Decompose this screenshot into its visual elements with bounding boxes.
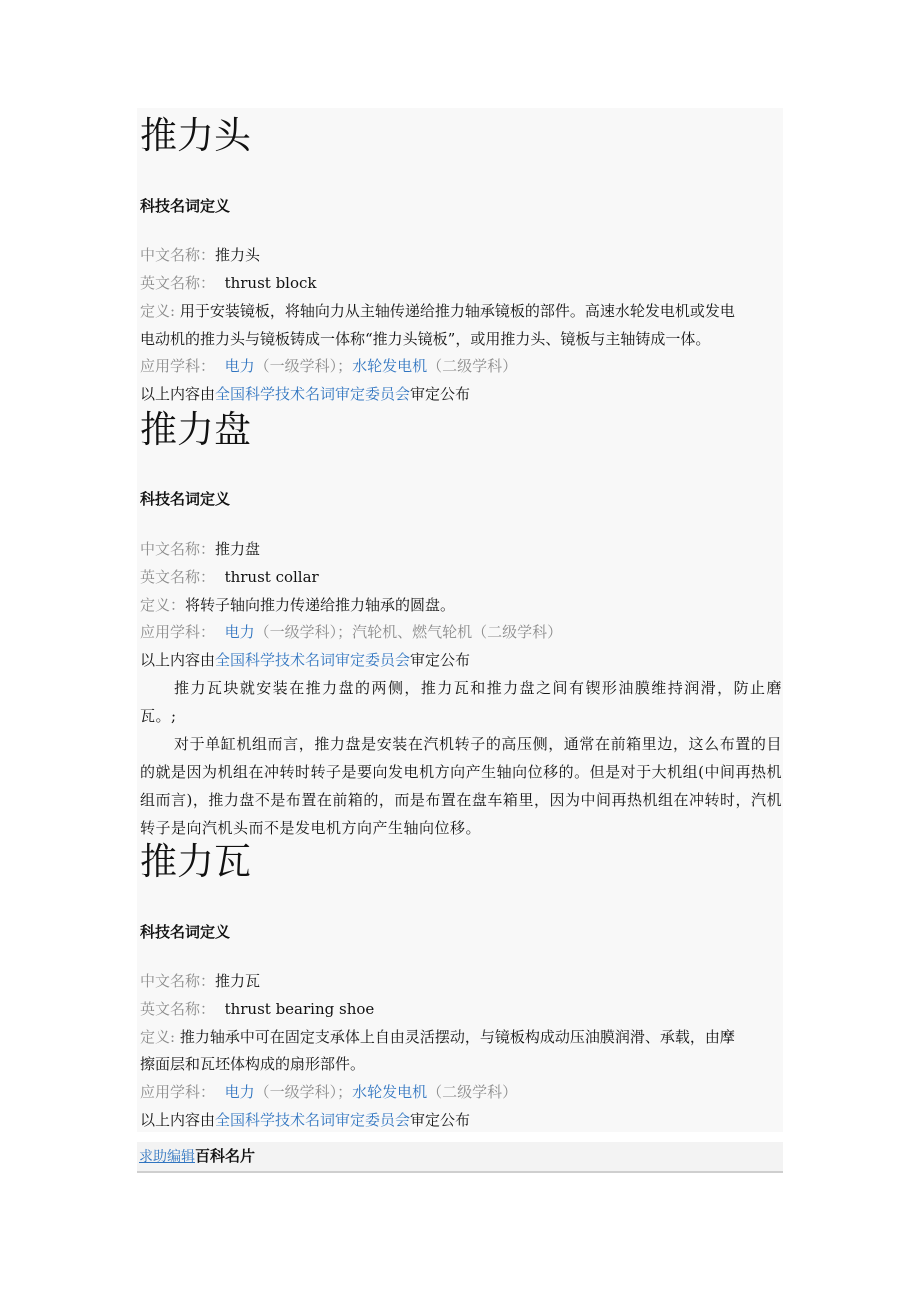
definition-row <box>140 591 782 619</box>
source-prefix: 以上内容由 <box>140 1111 216 1129</box>
help-edit-link[interactable]: 求助编辑 <box>139 1149 195 1165</box>
definition-text: 擦面层和瓦坯体构成的扇形部件。 <box>140 1055 366 1073</box>
english-name-value: thrust block <box>224 274 317 292</box>
section-subhead: 科技名词定义 <box>140 490 231 508</box>
section-subhead: 科技名词定义 <box>140 197 231 215</box>
definition-text: 用于安装镜板，将轴向力从主轴传递给推力轴承镜板的部件。高速水轮发电机或发电 <box>175 302 735 320</box>
definition-text: 推力轴承中可在固定支承体上自由灵活摆动，与镜板构成动压油膜润滑、承载，由摩 <box>175 1028 735 1046</box>
entry-title: 推力头 <box>140 114 251 157</box>
baike-card-bar <box>137 1142 783 1173</box>
definition-row-cont <box>140 325 782 353</box>
definition-row <box>140 1023 782 1051</box>
source-row <box>140 380 782 408</box>
definition-row <box>140 297 782 325</box>
source-prefix: 以上内容由 <box>140 385 216 403</box>
subject-level-text: （一级学科）； <box>254 1083 353 1101</box>
english-name-row <box>140 269 782 297</box>
subject-link-hydro-generator[interactable]: 水轮发电机 <box>352 357 428 375</box>
english-name-label: 英文名称： <box>140 1000 216 1018</box>
chinese-name-label: 中文名称： <box>140 540 216 558</box>
chinese-name-value: 推力盘 <box>215 540 261 558</box>
chinese-name-row <box>140 535 782 563</box>
definition-text: 将转子轴向推力传递给推力轴承的圆盘。 <box>185 596 456 614</box>
section-subhead: 科技名词定义 <box>140 923 231 941</box>
entry-title: 推力盘 <box>140 408 251 451</box>
source-suffix: 审定公布 <box>410 385 471 403</box>
source-committee-link[interactable]: 全国科学技术名词审定委员会 <box>215 651 411 669</box>
subject-level-text: （二级学科） <box>427 1083 518 1101</box>
definition-label: 定义: <box>140 1028 176 1046</box>
body-paragraph: 推力瓦块就安装在推力盘的两侧，推力瓦和推力盘之间有锲形油膜维持润滑，防止磨瓦。; <box>140 679 782 725</box>
subject-link-hydro-generator[interactable]: 水轮发电机 <box>352 1083 428 1101</box>
source-row <box>140 1106 782 1134</box>
subject-row <box>140 1078 782 1106</box>
subject-level-text: （一级学科）；汽轮机、燃气轮机（二级学科） <box>254 623 563 641</box>
subject-label: 应用学科： <box>140 623 216 641</box>
english-name-value: thrust collar <box>224 568 319 586</box>
chinese-name-label: 中文名称： <box>140 246 216 264</box>
subject-link-electric-power[interactable]: 电力 <box>224 1083 255 1101</box>
source-suffix: 审定公布 <box>410 1111 471 1129</box>
definition-row-cont <box>140 1050 782 1078</box>
subject-link-electric-power[interactable]: 电力 <box>224 623 255 641</box>
source-committee-link[interactable]: 全国科学技术名词审定委员会 <box>215 1111 411 1129</box>
source-committee-link[interactable]: 全国科学技术名词审定委员会 <box>215 385 411 403</box>
subject-level-text: （一级学科）； <box>254 357 353 375</box>
definition-label: 定义： <box>140 596 186 614</box>
source-prefix: 以上内容由 <box>140 651 216 669</box>
source-suffix: 审定公布 <box>410 651 471 669</box>
subject-label: 应用学科： <box>140 1083 216 1101</box>
source-row <box>140 646 782 674</box>
chinese-name-row <box>140 967 782 995</box>
english-name-row <box>140 563 782 591</box>
body-paragraph: 对于单缸机组而言，推力盘是安装在汽机转子的高压侧，通常在前箱里边，这么布置的目的就是因为机组在冲转时转子是要向发电机方向产生轴向位移的。但是对于大机组(中间再热机组而言)，推力盘不是布置在前箱的，而是布置在盘车箱里，因为中间再热机组在冲转时，汽机转子是向汽机头而不是发电机方向产生轴向位移。 <box>140 735 782 837</box>
english-name-value: thrust bearing shoe <box>224 1000 375 1018</box>
chinese-name-row <box>140 241 782 269</box>
definition-label: 定义: <box>140 302 176 320</box>
subject-link-electric-power[interactable]: 电力 <box>224 357 255 375</box>
subject-label: 应用学科： <box>140 357 216 375</box>
chinese-name-value: 推力瓦 <box>215 972 261 990</box>
chinese-name-value: 推力头 <box>215 246 261 264</box>
english-name-label: 英文名称： <box>140 274 216 292</box>
english-name-label: 英文名称： <box>140 568 216 586</box>
subject-row <box>140 352 782 380</box>
subject-row <box>140 618 782 646</box>
baike-card-label: 百科名片 <box>195 1147 256 1165</box>
english-name-row <box>140 995 782 1023</box>
chinese-name-label: 中文名称： <box>140 972 216 990</box>
entry-title: 推力瓦 <box>140 840 251 883</box>
definition-text: 电动机的推力头与镜板铸成一体称“推力头镜板”，或用推力头、镜板与主轴铸成一体。 <box>140 330 711 348</box>
subject-level-text: （二级学科） <box>427 357 518 375</box>
